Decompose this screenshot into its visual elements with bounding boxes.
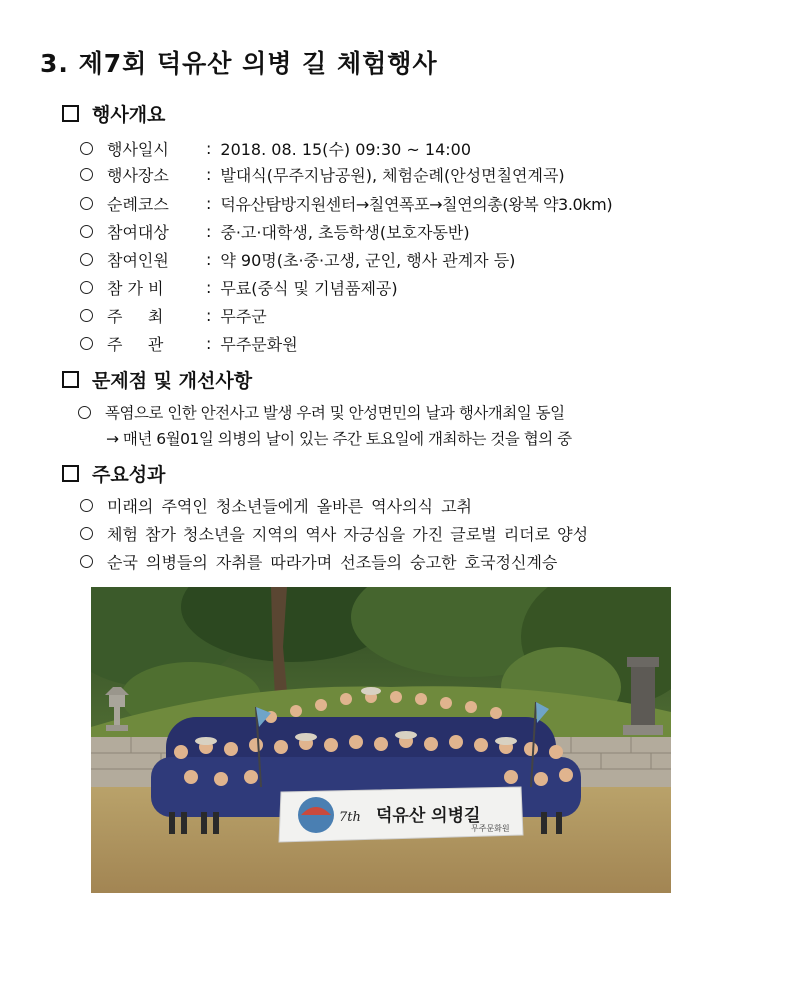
results-item <box>80 550 557 573</box>
circle-bullet-icon <box>78 406 91 419</box>
section-heading-results <box>62 460 165 487</box>
section-heading-overview <box>62 100 165 127</box>
circle-bullet-icon <box>80 197 93 210</box>
item-value: 약 90명(초·중·고생, 군인, 행사 관계자 등) <box>220 251 516 270</box>
overview-item: 행사일시 : 2018. 08. 15(수) 09:30 ~ 14:00 <box>80 137 471 160</box>
circle-bullet-icon <box>80 499 93 512</box>
item-label: 순례코스 <box>107 195 169 214</box>
results-item <box>80 522 588 545</box>
item-label: 주 관 <box>107 335 164 354</box>
issues-line-2: → 매년 6월01일 의병의 날이 있는 주간 토요일에 개최하는 것을 협의 중 <box>106 430 572 448</box>
overview-item: 행사장소 : 발대식(무주지남공원), 체험순례(안성면칠연계곡) <box>80 163 565 186</box>
circle-bullet-icon <box>80 527 93 540</box>
overview-item: 주 관 : 무주문화원 <box>80 332 298 355</box>
section-heading-text: 주요성과 <box>92 464 166 486</box>
results-text: 순국 의병들의 자취를 따라가며 선조들의 숭고한 호국정신계승 <box>107 553 558 572</box>
group-photo-illustration <box>91 587 671 893</box>
item-label: 행사일시 <box>107 140 169 159</box>
item-value: 무료(중식 및 기념품제공) <box>220 279 398 298</box>
item-value: 2018. 08. 15(수) 09:30 ~ 14:00 <box>220 140 471 159</box>
item-value: 중·고·대학생, 초등학생(보호자동반) <box>220 223 470 242</box>
page-title: 3. 제7회 덕유산 의병 길 체험행사 <box>40 49 438 78</box>
square-bullet-icon <box>62 465 79 482</box>
item-label: 참여대상 <box>107 223 169 242</box>
item-label: 행사장소 <box>107 166 169 185</box>
section-heading-issues <box>62 366 252 393</box>
circle-bullet-icon <box>80 337 93 350</box>
circle-bullet-icon <box>80 142 93 155</box>
item-value: 발대식(무주지남공원), 체험순례(안성면칠연계곡) <box>220 166 565 185</box>
banner-org: 무주문화원 <box>471 824 510 833</box>
issues-line <box>106 427 572 449</box>
issues-item <box>78 401 565 423</box>
section-heading-text: 문제점 및 개선사항 <box>92 370 253 392</box>
item-value: 덕유산탐방지원센터→칠연폭포→칠연의총(왕복 약3.0km) <box>220 195 613 214</box>
overview-item: 참 가 비 : 무료(중식 및 기념품제공) <box>80 276 398 299</box>
square-bullet-icon <box>62 105 79 122</box>
issues-line-1: 폭염으로 인한 안전사고 발생 우려 및 안성면민의 날과 행사개최일 동일 <box>105 404 565 422</box>
item-label: 참 가 비 <box>107 279 164 298</box>
circle-bullet-icon <box>80 168 93 181</box>
banner-title: 덕유산 의병길 <box>376 806 481 826</box>
results-item <box>80 494 472 517</box>
item-value: 무주문화원 <box>220 335 298 354</box>
overview-item: 주 최 : 무주군 <box>80 304 267 327</box>
event-banner <box>279 787 523 842</box>
circle-bullet-icon <box>80 555 93 568</box>
circle-bullet-icon <box>80 253 93 266</box>
circle-bullet-icon <box>80 225 93 238</box>
overview-item: 순례코스 : 덕유산탐방지원센터→칠연폭포→칠연의총(왕복 약3.0km) <box>80 192 612 215</box>
results-text: 체험 참가 청소년을 지역의 역사 자긍심을 가진 글로벌 리더로 양성 <box>107 525 589 544</box>
circle-bullet-icon <box>80 309 93 322</box>
results-text: 미래의 주역인 청소년들에게 올바른 역사의식 고취 <box>107 497 473 516</box>
circle-bullet-icon <box>80 281 93 294</box>
banner-number: 7th <box>339 810 361 825</box>
item-label: 주 최 <box>107 307 164 326</box>
group-photo <box>91 587 671 893</box>
item-value: 무주군 <box>220 307 267 326</box>
section-heading-text: 행사개요 <box>92 104 166 126</box>
overview-item: 참여인원 : 약 90명(초·중·고생, 군인, 행사 관계자 등) <box>80 248 515 271</box>
overview-item: 참여대상 : 중·고·대학생, 초등학생(보호자동반) <box>80 220 470 243</box>
item-label: 참여인원 <box>107 251 169 270</box>
square-bullet-icon <box>62 371 79 388</box>
